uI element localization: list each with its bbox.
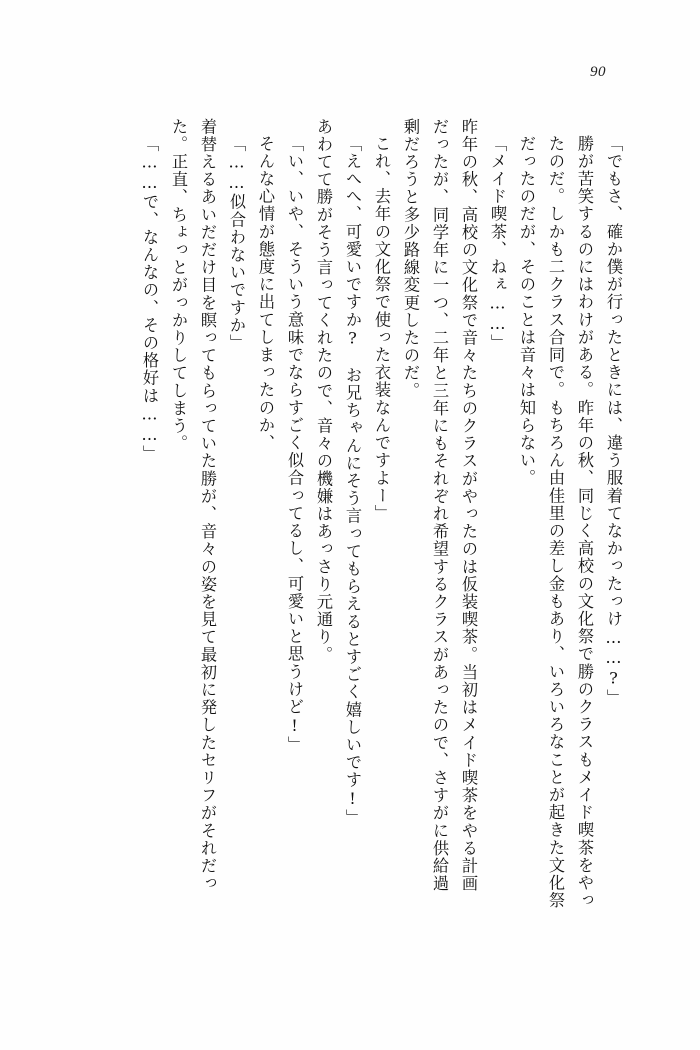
vertical-text-body — [60, 118, 628, 908]
text-column: これ、去年の文化祭で使った衣装なんですよー」 — [372, 135, 391, 523]
text-column: 勝が苦笑するのにはわけがある。昨年の秋、同じく高校の文化祭で勝のクラスもメイド喫茶をやったのだ。しかも二クラス合同で。もちろん由佳里の差し金もあり、いろいろなことが起きた文化祭だったのだが、そのことは音々は知らない。 — [517, 135, 594, 910]
text-column: 昨年の秋、高校の文化祭で音々たちのクラスがやったのは仮装喫茶。当初はメイド喫茶をやる計画だったが、同学年に一つ、二年と三年にもそれぞれ希望するクラスがあったので、さすがに供給過剰だろうと多少路線変更したのだ。 — [401, 118, 478, 893]
text-column: 「えへへ、可愛いですか? お兄ちゃんにそう言ってもらえるとすごく嬉しいです!」 — [343, 135, 362, 827]
text-column: 「メイド喫茶、ねぇ……」 — [488, 135, 507, 352]
text-column: 「でもさ、確か僕が行ったときには、違う服着てなかったっけ……?」 — [604, 135, 623, 707]
text-column: 着替えるあいだだけ目を瞑ってもらっていた勝が、音々の姿を見て最初に発したセリフがそれだった。正直、ちょっとがっかりしてしまう。 — [169, 118, 217, 893]
text-column: そんな心情が態度に出てしまったのか、 — [256, 135, 275, 452]
page-number: 90 — [590, 64, 606, 80]
text-column: 「……で、なんなの、その格好は……」 — [140, 135, 159, 463]
text-column: 「い、いや、そういう意味でならすごく似合ってるし、可愛いと思うけど!」 — [285, 135, 304, 754]
text-column: あわてて勝がそう言ってくれたので、音々の機嫌はあっさり元通り。 — [314, 118, 333, 664]
text-column: 「……似合わないですか」 — [227, 135, 246, 352]
